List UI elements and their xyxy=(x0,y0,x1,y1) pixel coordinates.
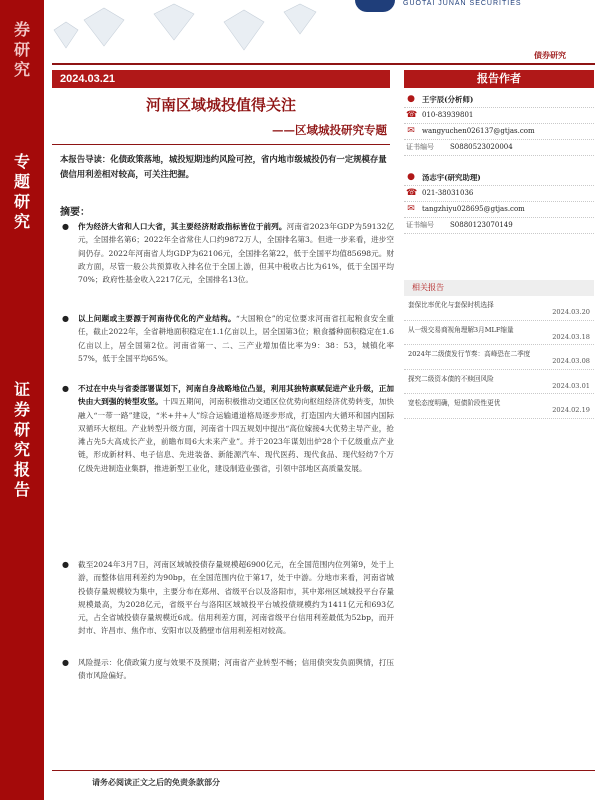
sidebar-top-label xyxy=(0,20,44,80)
author-card xyxy=(404,170,594,234)
related-report-title[interactable]: 套保比率优化与套保时机选择 xyxy=(408,301,494,309)
author-phone: 021-38031036 xyxy=(422,189,474,197)
bullet-text: 风险提示：化债政策力度与效果不及预期；河南省产业转型不畅；信用债突发负面舆情，打压债市风险偏好。 xyxy=(78,658,394,681)
sidebar-char: 报 xyxy=(13,460,30,479)
bullet-lead: 作为经济大省和人口大省，其主要经济财政指标皆位于前列。 xyxy=(78,222,287,231)
bullet-text: 十四五期间，河南积极推动交通区位优势向枢纽经济优势转变，加快融入“一带一路”建设，“米+井+人”综合运输通道格局逐步形成，打造国内大循环和国内国际双循环大枢纽。产业转型升级方面，河南省十四五规划中提出“高位嫁接4大优势主导产业，抢滩占先5大高成长产业，前瞻布局6大未来产业”。并于2023年谋划出炉28个千亿级重点产业链，形成新材料、电子信息、先进装备、新能源汽车、现代医药、现代食品、现代轻纺7个万亿级先进制造业集群，推进新型工业化，建设制造业强省，引领中部地区高质量发展。 xyxy=(78,397,394,473)
header-category-tag: 债券研究 xyxy=(534,50,566,60)
bullet-lead: 以上问题或主要源于河南待优化的产业结构。 xyxy=(78,314,236,323)
abstract-bullet-list xyxy=(60,220,394,687)
phone-icon: ☎ xyxy=(406,188,418,198)
related-report-date: 2024.03.20 xyxy=(552,308,590,316)
related-report-date: 2024.03.18 xyxy=(552,332,590,341)
sidebar-char: 券 xyxy=(13,400,30,419)
phone-icon: ☎ xyxy=(406,110,418,120)
logo-text: GUOTAI JUNAN SECURITIES xyxy=(403,0,522,7)
abstract-bullet xyxy=(60,312,394,381)
sidebar-char: 究 xyxy=(13,212,30,231)
report-guide xyxy=(60,152,392,182)
left-sidebar xyxy=(0,0,44,800)
related-report-date: 2024.03.01 xyxy=(552,381,590,390)
cert-number: S0880523020004 xyxy=(450,143,513,151)
related-report-title[interactable]: 探究二级资本债的不赎回风险 xyxy=(408,374,494,383)
related-report-date: 2024.03.08 xyxy=(552,357,590,365)
report-date: 2024.03.21 xyxy=(52,70,390,88)
sidebar-char: 究 xyxy=(13,440,30,459)
related-report-item[interactable] xyxy=(404,345,594,370)
related-report-item[interactable] xyxy=(404,296,594,321)
cert-label: 证书编号 xyxy=(406,143,434,151)
author-email[interactable]: tangzhiyu028695@gtjas.com xyxy=(422,205,525,213)
sidebar-char: 券 xyxy=(13,20,30,39)
sidebar-section-label xyxy=(0,152,44,232)
footer-disclaimer: 请务必阅读正文之后的免责条款部分 xyxy=(92,777,220,787)
sidebar-char: 专 xyxy=(13,152,30,171)
related-reports-heading: 相关报告 xyxy=(404,280,594,296)
author-name: 汤志宇(研究助理) xyxy=(422,173,481,182)
related-report-title[interactable]: 从一级交易商视角理解3月MLF缩量 xyxy=(408,325,514,334)
sidebar-char: 究 xyxy=(13,60,30,79)
bullet-text: “大国粮仓”的定位要求河南省扛起粮食安全重任，截止2022年，全省耕地面积稳定在1.1亿亩以上，居全国第3位；粮食播种面积稳定在1.6亿亩以上，居全国第2位。河南省第一、二、三产业增加值比率为9：38：53，城镇化率57%，低于全国平均65%。 xyxy=(78,314,395,363)
header-diamond-illustration xyxy=(44,0,344,58)
related-report-item[interactable] xyxy=(404,321,594,346)
email-icon: ✉ xyxy=(407,126,415,136)
author-email[interactable]: wangyuchen026137@gtjas.com xyxy=(422,127,535,135)
sidebar-char: 研 xyxy=(13,420,30,439)
related-report-title[interactable]: 宽松态度明确，短债阶段性更优 xyxy=(408,399,501,407)
bullet-text: 河南省2023年GDP为59132亿元，全国排名第6；2022年全省常住人口约9872万人，全国排名第3。但进一步来看，进步空间仍存。2022年河南省人均GDP为62106元，全国排名第22，低于全国平均值85698元。财政方面，尽管一般公共预算收入排名位于全国上游，但其中税收占比为61%，低于全国平均70%；政府性基金收入2217亿元，全国排名13位。 xyxy=(78,222,394,285)
sidebar-char: 研 xyxy=(13,40,30,59)
sidebar-char: 证 xyxy=(13,380,30,399)
email-icon: ✉ xyxy=(407,204,415,214)
abstract-heading: 摘要： xyxy=(60,207,90,218)
related-report-date: 2024.02.19 xyxy=(552,406,590,414)
author-card xyxy=(404,92,594,156)
abstract-bullet xyxy=(60,382,394,557)
related-reports-list xyxy=(404,296,594,419)
abstract-bullet xyxy=(60,558,394,655)
sidebar-char: 告 xyxy=(13,480,30,499)
guide-label: 本报告导读： xyxy=(60,154,111,164)
logo-mark-icon xyxy=(355,0,395,12)
authors-heading: 报告作者 xyxy=(404,70,594,88)
bullet-text: 截至2024年3月7日，河南区域城投债存量规模超6900亿元，在全国范围内位列第9，处于上游，而整体信用利差约为90bp，在全国范围内位于第17，处于中游。分地市来看，河南省城投债存量规模较为集中，主要分布在郑州、省级平台以及洛阳市，其中郑州区域城投平台存量规模最高，为2028亿元，省级平台与洛阳区域城投平台城投债规模约为1411亿元和693亿元，占全省城投债存量规模近6成。信用利差方面，河南省级平台信用利差最低为52bp，而开封市、许昌市、焦作市、安阳市以及鹤壁市信用利差相对较高。 xyxy=(78,560,394,636)
author-phone: 010-83939801 xyxy=(422,111,474,119)
cert-number: S0880123070149 xyxy=(450,221,513,229)
guide-text: 化债政策落地，城投短期违约风险可控，省内地市级城投仍有一定规模存量债信用利差相对较高，可关注把握。 xyxy=(60,154,387,179)
title-divider xyxy=(52,144,390,145)
cert-label: 证书编号 xyxy=(406,221,434,229)
sidebar-report-type xyxy=(0,380,44,500)
header-divider xyxy=(52,63,595,65)
abstract-bullet xyxy=(60,220,394,311)
author-name: 王宇辰(分析师) xyxy=(422,95,474,104)
report-subtitle: ——区域城投研究专题 xyxy=(272,123,387,137)
footer-divider xyxy=(52,770,595,771)
company-logo xyxy=(355,0,600,16)
related-report-item[interactable] xyxy=(404,394,594,419)
related-report-title[interactable]: 2024年二级债发行节奏：高峰恐在二季度 xyxy=(408,350,531,358)
person-icon: ● xyxy=(407,172,415,182)
abstract-bullet xyxy=(60,656,394,686)
bullet-lead: 不过在中央与省委部署谋划下，河南自身战略地位凸显，利用其独特禀赋促进产业升级，正加快由大到强的转型攻坚。 xyxy=(78,384,394,407)
person-icon: ● xyxy=(407,94,415,104)
sidebar-char: 题 xyxy=(13,172,30,191)
report-title: 河南区域城投值得关注 xyxy=(145,96,296,114)
sidebar-char: 研 xyxy=(13,192,30,211)
related-report-item[interactable] xyxy=(404,370,594,395)
